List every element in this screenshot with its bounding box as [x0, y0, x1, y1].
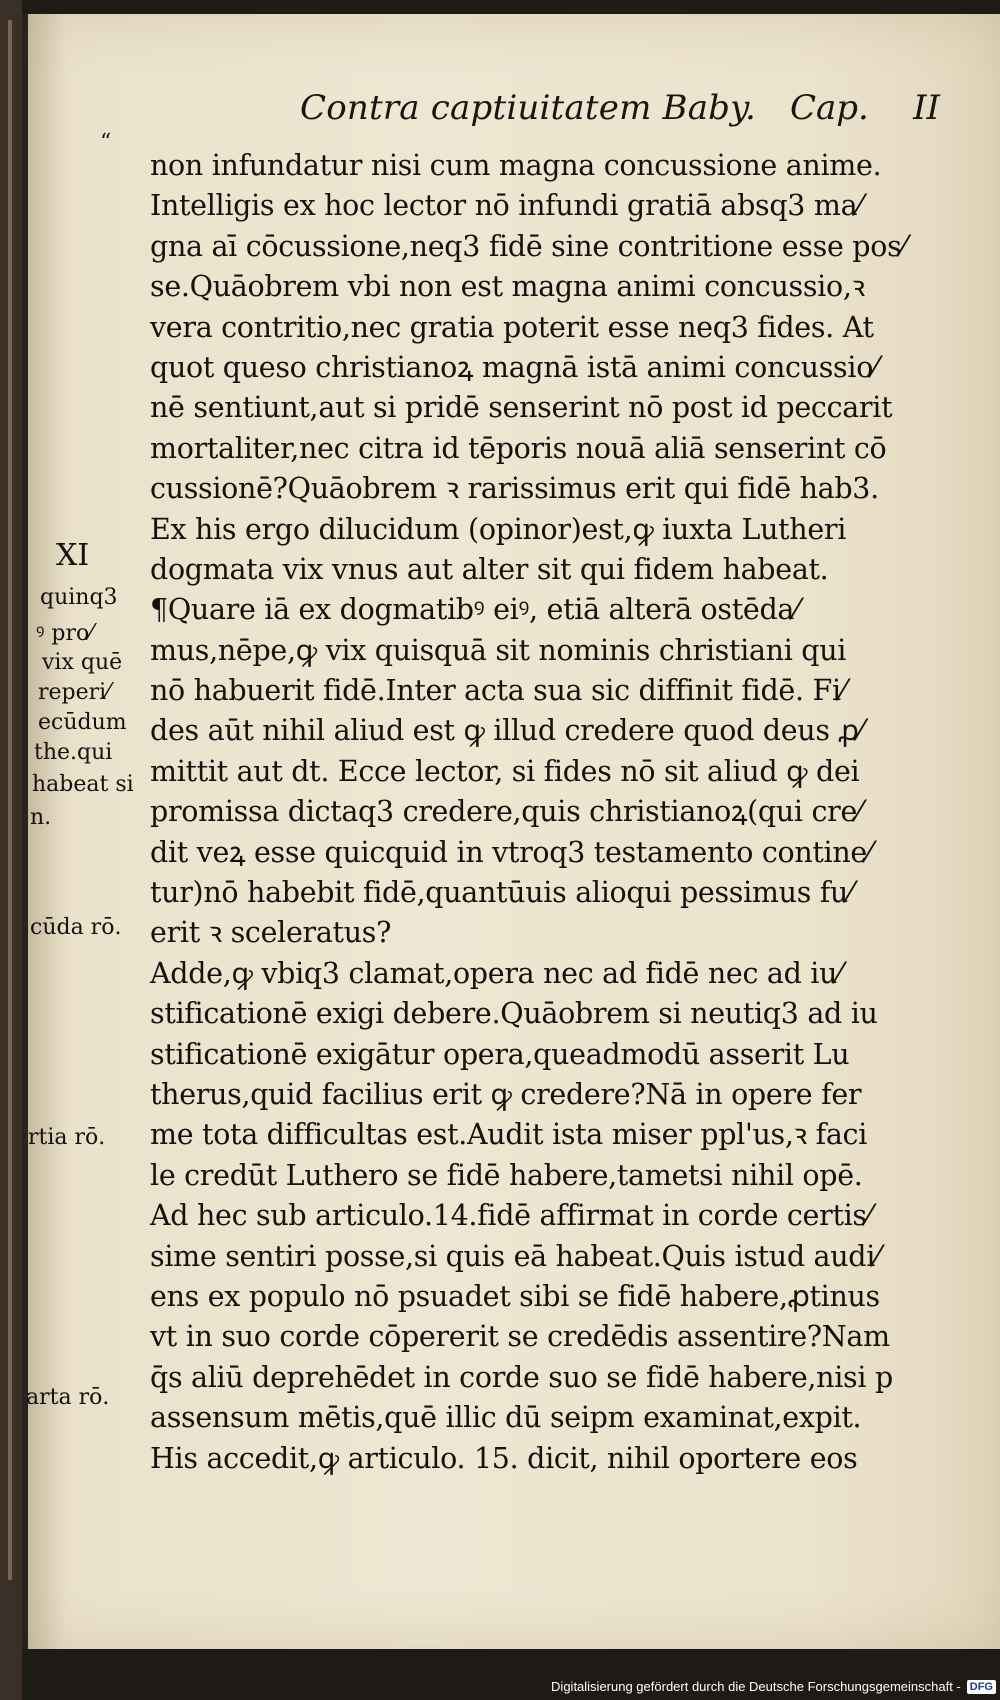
text-line: ¶Quare iā ex dogmatibꝰ eiꝰ, etiā alterā ostēda⁄	[150, 593, 799, 627]
margin-note: arta rō.	[26, 1385, 110, 1410]
text-line: sime sentiri posse,si quis eā habeat.Quis istud audi⁄	[150, 1239, 880, 1273]
text-line: q̄s aliū deprehēdet in corde suo se fidē habere,nisi p	[150, 1360, 893, 1394]
margin-note: habeat si	[32, 772, 134, 797]
text-line: Adde,ꝙ vbiq3 clamat,opera nec ad fidē nec ad iu⁄	[150, 956, 842, 990]
margin-roman-numeral: XI	[56, 538, 90, 573]
text-line: dogmata vix vnus aut alter sit qui fidem habeat.	[150, 552, 829, 586]
text-line: stificationē exigi debere.Quāobrem si neutiq3 ad iu	[150, 997, 878, 1031]
margin-note: ꝰ pro⁄	[36, 621, 93, 646]
text-line: mortaliter,nec citra id tēporis nouā aliā senserint cō	[150, 431, 887, 465]
text-line: gna aī cōcussione,neq3 fidē sine contritione esse pos⁄	[150, 229, 906, 263]
text-line: tur)nō habebit fidē,quantūuis alioqui pessimus fu⁄	[150, 876, 853, 910]
margin-note: n.	[30, 805, 52, 830]
text-line: Ex his ergo dilucidum (opinor)est,ꝙ iuxta Lutheri	[150, 512, 847, 546]
book-spine-edge	[0, 0, 22, 1700]
text-line: Intelligis ex hoc lector nō infundi gratiā absq3 ma⁄	[150, 189, 862, 223]
text-line: mus,nēpe,ꝙ vix quisquā sit nominis christiani qui	[150, 633, 847, 667]
text-line: stificationē exigātur opera,queadmodū asserit Lu	[150, 1037, 850, 1071]
footer-text: Digitalisierung gefördert durch die Deutsche Forschungsgemeinschaft -	[551, 1679, 961, 1694]
margin-note: the.qui	[34, 740, 113, 765]
text-line: Ad hec sub articulo.14.fidē affirmat in corde certis⁄	[150, 1199, 872, 1233]
margin-note: ecūdum	[38, 710, 127, 735]
text-line: nē sentiunt,aut si pridē senserint nō post id peccarit	[150, 391, 893, 425]
text-line: quot queso christianoꝝ magnā istā animi concussio⁄	[150, 350, 878, 384]
text-line: His accedit,ꝙ articulo. 15. dicit, nihil oportere eos	[150, 1441, 858, 1475]
page-number: II	[913, 88, 940, 128]
margin-note: vix quē	[42, 650, 123, 675]
text-line: mittit aut dt. Ecce lector, si fides nō sit aliud ꝙ dei	[150, 754, 860, 788]
margin-note: cūda rō.	[30, 915, 122, 940]
text-line: assensum mētis,quē illic dū seipm examinat,expit.	[150, 1401, 862, 1435]
text-line: se.Quāobrem vbi non est magna animi concussio,ꝛ	[150, 270, 865, 304]
text-line: non infundatur nisi cum magna concussione anime.	[150, 149, 882, 182]
text-line: le credūt Luthero se fidē habere,tametsi nihil opē.	[150, 1158, 863, 1192]
text-line: dit veꝝ esse quicquid in vtroq3 testamento contine⁄	[150, 835, 872, 869]
footer-credit	[551, 1679, 996, 1694]
margin-note: quinq3	[40, 585, 118, 610]
text-line: des aūt nihil aliud est ꝙ illud credere quod deus ꝓ⁄	[150, 714, 863, 748]
text-line: therus,quid facilius erit ꝙ credere?Nā in opere fer	[150, 1077, 862, 1111]
margin-note: rtia rō.	[28, 1125, 106, 1150]
running-header	[300, 88, 940, 138]
text-line: me tota difficultas est.Audit ista miser ppl'us,ꝛ faci	[150, 1118, 868, 1152]
text-line: nō habuerit fidē.Inter acta sua sic diffinit fidē. Fi⁄	[150, 674, 846, 708]
quote-mark: “	[100, 130, 112, 155]
text-line: vera contritio,nec gratia poterit esse neq3 fides. At	[150, 310, 874, 344]
margin-note: reperi⁄	[38, 680, 110, 705]
chapter-label: Cap.	[790, 88, 869, 128]
running-title: Contra captiuitatem Baby.	[300, 88, 757, 128]
text-line: promissa dictaq3 credere,quis christianoꝝ(qui cre⁄	[150, 795, 862, 829]
text-line: ens ex populo nō psuadet sibi se fidē habere,ꝓtinus	[150, 1279, 880, 1313]
text-line: cussionē?Quāobrem ꝛ rarissimus erit qui fidē hab3.	[150, 472, 879, 506]
text-line: erit ꝛ sceleratus?	[150, 916, 392, 950]
text-line: vt in suo corde cōpererit se credēdis assentire?Nam	[150, 1320, 890, 1354]
body-text	[150, 146, 940, 1479]
dfg-logo: DFG	[967, 1680, 996, 1694]
